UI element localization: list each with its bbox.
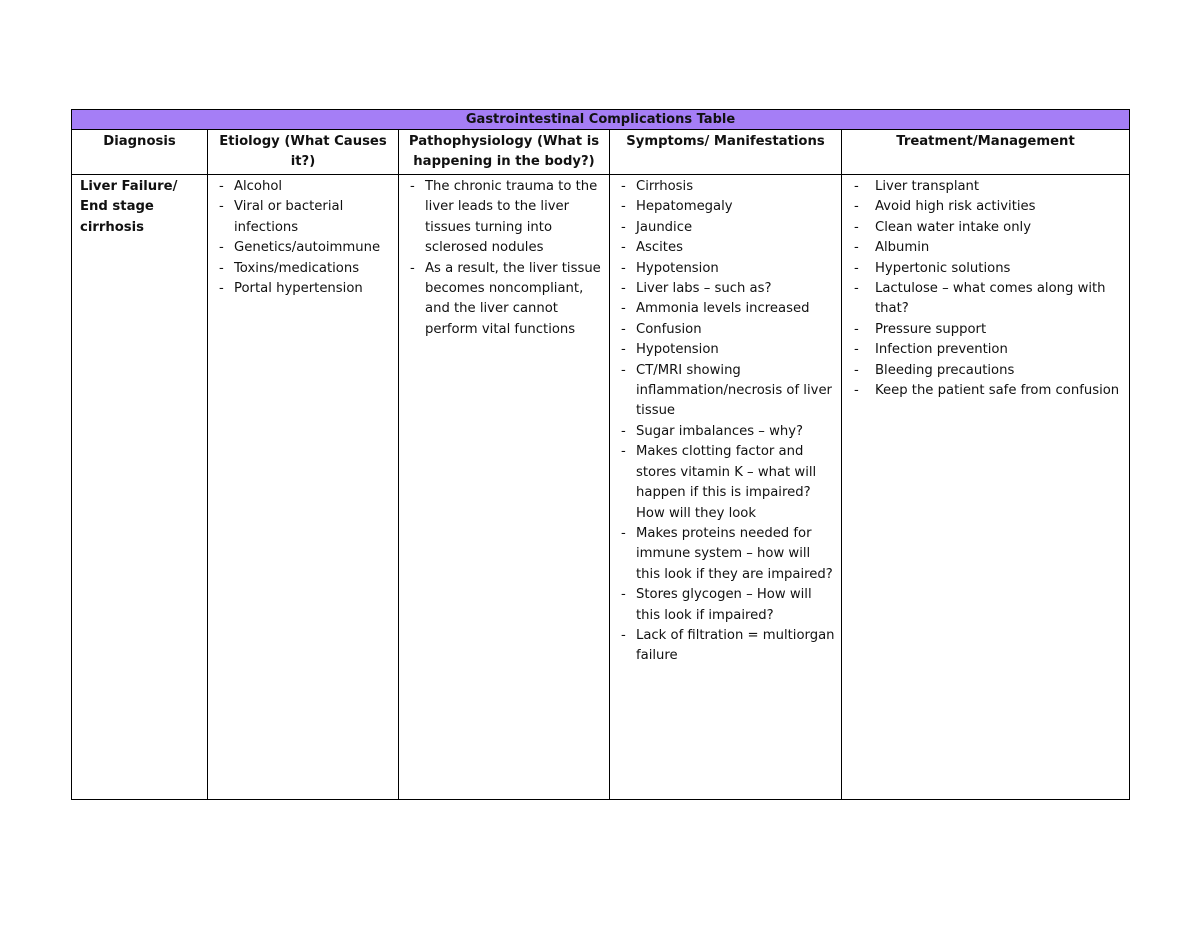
list-item: - Hypotension [610,259,835,279]
header-diagnosis: Diagnosis [72,130,208,175]
header-treatment: Treatment/Management [842,130,1130,175]
list-item: - The chronic trauma to the liver leads to the liver tissues turning into sclerosed nodules [399,177,603,259]
list-item: - Lactulose – what comes along with that? [842,279,1123,320]
list-item: - Albumin [842,238,1123,258]
list-item: - Infection prevention [842,340,1123,360]
pathophysiology-list [399,175,609,340]
table-title-row [72,110,1130,130]
list-item: - Confusion [610,320,835,340]
list-item: - Lack of filtration = multiorgan failure [610,626,835,667]
list-item: - Liver transplant [842,177,1123,197]
list-item: - Pressure support [842,320,1123,340]
symptoms-list [610,175,841,667]
header-etiology: Etiology (What Causes it?) [208,130,399,175]
list-item: - Alcohol [208,177,392,197]
list-item: - Hypertonic solutions [842,259,1123,279]
list-item: - Clean water intake only [842,218,1123,238]
pathophysiology-cell [399,175,610,800]
list-item: - Keep the patient safe from confusion [842,381,1123,401]
table-header-row [72,130,1130,175]
diagnosis-line-1: Liver Failure/ [80,179,178,194]
list-item: - Stores glycogen – How will this look if impaired? [610,585,835,626]
list-item: - Avoid high risk activities [842,197,1123,217]
list-item: - Viral or bacterial infections [208,197,392,238]
list-item: - Toxins/medications [208,259,392,279]
list-item: - Ammonia levels increased [610,299,835,319]
list-item: - As a result, the liver tissue becomes noncompliant, and the liver cannot perform vital functions [399,259,603,341]
diagnosis-line-2: End stage cirrhosis [80,199,154,235]
header-symptoms: Symptoms/ Manifestations [610,130,842,175]
treatment-list [842,175,1129,401]
list-item: - Ascites [610,238,835,258]
list-item: - Genetics/autoimmune [208,238,392,258]
table-row [72,175,1130,800]
list-item: - CT/MRI showing inflammation/necrosis of liver tissue [610,361,835,422]
table-title: Gastrointestinal Complications Table [72,110,1130,130]
list-item: - Portal hypertension [208,279,392,299]
symptoms-cell [610,175,842,800]
etiology-cell [208,175,399,800]
list-item: - Hepatomegaly [610,197,835,217]
list-item: - Jaundice [610,218,835,238]
etiology-list [208,175,398,299]
list-item: - Makes proteins needed for immune system – how will this look if they are impaired? [610,524,835,585]
list-item: - Makes clotting factor and stores vitamin K – what will happen if this is impaired? How will they look [610,442,835,524]
list-item: - Hypotension [610,340,835,360]
treatment-cell [842,175,1130,800]
list-item: - Sugar imbalances – why? [610,422,835,442]
list-item: - Bleeding precautions [842,361,1123,381]
list-item: - Cirrhosis [610,177,835,197]
list-item: - Liver labs – such as? [610,279,835,299]
gi-complications-table [71,109,1130,800]
header-pathophysiology: Pathophysiology (What is happening in the body?) [399,130,610,175]
diagnosis-cell [72,175,208,800]
